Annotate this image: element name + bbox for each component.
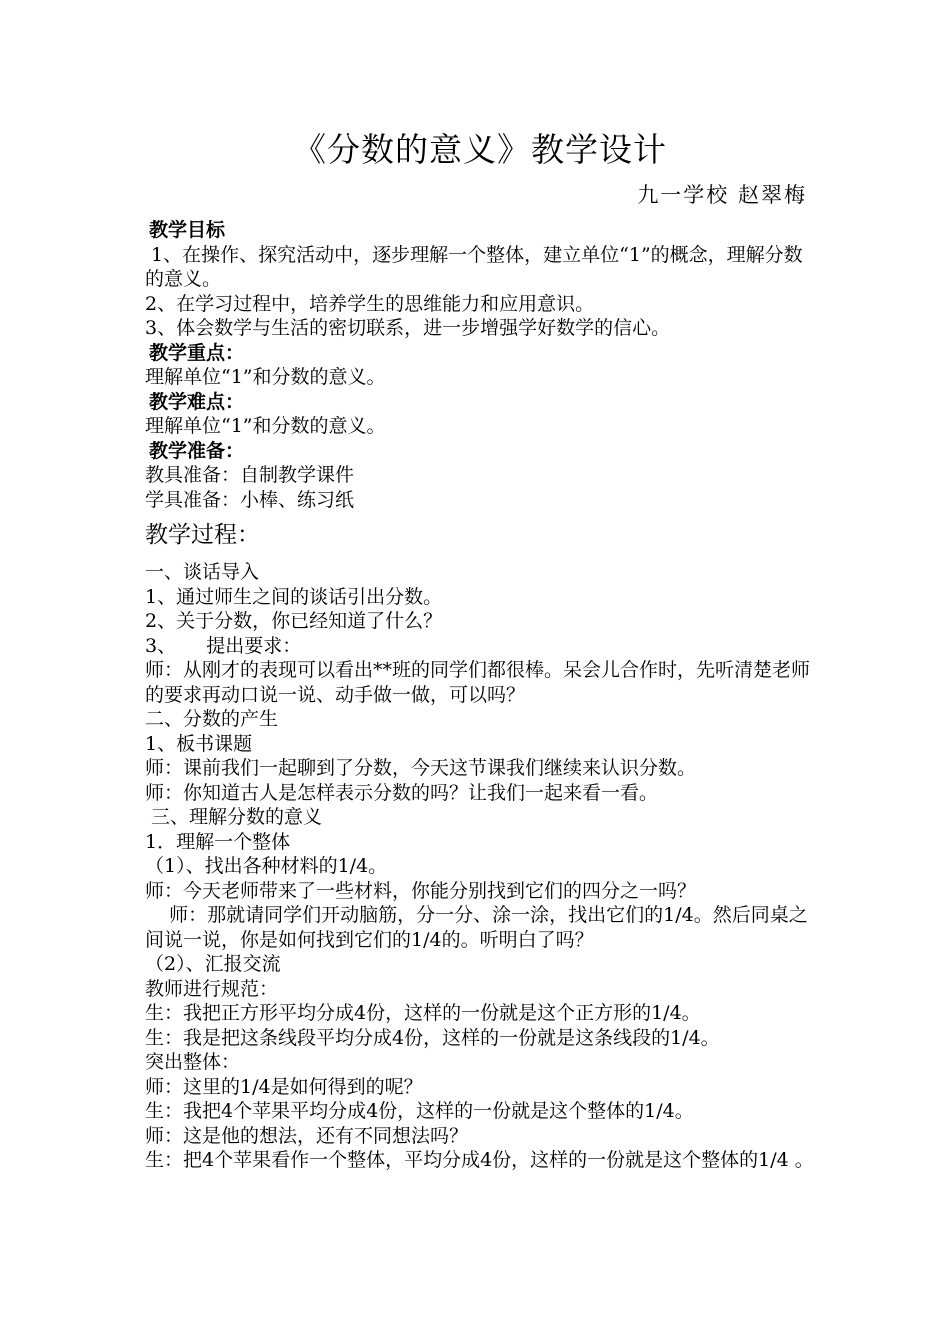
process-line: 3、 提出要求：: [145, 634, 302, 657]
process-line: 1、板书课题: [145, 732, 253, 755]
process-line: 突出整体：: [145, 1051, 241, 1073]
goal-3: 3、体会数学与生活的密切联系，进一步增强学好数学的信心。: [145, 317, 671, 339]
process-line: 生：我是把这条线段平均分成4份，这样的一份就是这条线段的1/4。: [145, 1026, 720, 1049]
preparation-teacher: 教具准备：自制教学课件: [145, 464, 355, 486]
key-point-text: 理解单位“1”和分数的意义。: [145, 366, 386, 388]
process-line: 师：从刚才的表现可以看出**班的同学们都很棒。呆会儿合作时，先听清楚老师的要求再动口说一说、动手做一做，可以吗？: [145, 659, 811, 706]
process-line: （1）、找出各种材料的1/4。: [145, 855, 388, 877]
process-line: 师：这里的1/4是如何得到的呢？: [145, 1075, 423, 1098]
process-line: 一、谈话导入: [145, 561, 260, 583]
process-line: 2、关于分数，你已经知道了什么？: [145, 610, 443, 632]
preparation-heading: 教学准备：: [149, 439, 245, 462]
process-line: 三、理解分数的意义: [145, 806, 323, 828]
process-line: 师：课前我们一起聊到了分数，今天这节课我们继续来认识分数。: [145, 757, 697, 779]
preparation-student: 学具准备：小棒、练习纸: [145, 488, 355, 511]
process-line: 师：你知道古人是怎样表示分数的吗？让我们一起来看一看。: [145, 781, 659, 804]
process-line: 师：那就请同学们开动脑筋，分一分、涂一涂，找出它们的1/4。然后同桌之间说一说，你是如何找到它们的1/4的。听明白了吗？: [145, 904, 808, 951]
process-line: 生：把4个苹果看作一个整体，平均分成4份，这样的一份就是这个整体的1/4 。: [145, 1149, 814, 1171]
process-line: 师：这是他的想法，还有不同想法吗？: [145, 1124, 469, 1147]
difficulty-heading: 教学难点：: [149, 390, 245, 413]
process-line: 生：我把正方形平均分成4份，这样的一份就是这个正方形的1/4。: [145, 1002, 701, 1024]
document-title: 《分数的意义》教学设计: [293, 130, 667, 169]
process-line: 生：我把4个苹果平均分成4份，这样的一份就是这个整体的1/4。: [145, 1100, 694, 1122]
author-line: 九一学校 赵翠梅: [637, 183, 807, 207]
process-line: 1、通过师生之间的谈话引出分数。: [145, 585, 443, 608]
difficulty-text: 理解单位“1”和分数的意义。: [145, 415, 386, 437]
process-heading: 教学过程：: [145, 522, 260, 548]
process-line: 师：今天老师带来了一些材料，你能分别找到它们的四分之一吗？: [145, 879, 697, 902]
process-line: 教师进行规范：: [145, 977, 279, 1000]
key-point-heading: 教学重点：: [149, 341, 245, 364]
goal-1: 1、在操作、探究活动中，逐步理解一个整体，建立单位“1”的概念，理解分数的意义。: [145, 243, 803, 290]
process-line: 二、分数的产生: [145, 708, 279, 730]
goals-heading: 教学目标: [149, 219, 226, 241]
goal-2: 2、在学习过程中，培养学生的思维能力和应用意识。: [145, 292, 595, 315]
process-line: （2）、汇报交流: [145, 953, 281, 975]
process-line: 1．理解一个整体: [145, 830, 291, 853]
process-section: [145, 560, 815, 1173]
document-body: [145, 130, 815, 1173]
